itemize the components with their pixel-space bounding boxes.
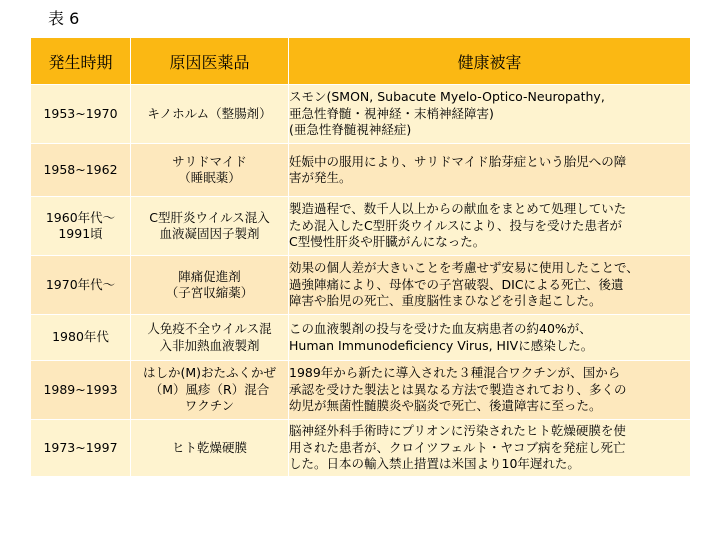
- harm-cell: 1989年から新たに導入された３種混合ワクチンが、国から 承認を受けた製法とは異なる方法で製造されており、多くの 幼児が無菌性髄膜炎や脳炎で死亡、後遺障害に至った。: [289, 361, 691, 420]
- drug-cell: はしか(M)おたふくかぜ （M）風疹（R）混合 ワクチン: [131, 361, 289, 420]
- table-row: [31, 144, 691, 197]
- period-cell: 1980年代: [31, 315, 131, 361]
- harm-cell: スモン(SMON, Subacute Myelo-Optico-Neuropathy, 亜急性脊髄・視神経・末梢神経障害) (亜急性脊髄視神経症): [289, 85, 691, 144]
- drug-cell: 人免疫不全ウイルス混 入非加熱血液製剤: [131, 315, 289, 361]
- harm-cell: この血液製剤の投与を受けた血友病患者の約40%が、 Human Immunodeficiency Virus, HIVに感染した。: [289, 315, 691, 361]
- period-cell: 1973~1997: [31, 420, 131, 477]
- table-row: [31, 256, 691, 315]
- header-harm: 健康被害: [289, 38, 691, 85]
- drug-cell: サリドマイド （睡眠薬）: [131, 144, 289, 197]
- drug-cell: 陣痛促進剤 （子宮収縮薬）: [131, 256, 289, 315]
- table-row: [31, 420, 691, 477]
- header-period: 発生時期: [31, 38, 131, 85]
- table-caption: 表 6: [48, 9, 80, 28]
- period-cell: 1953~1970: [31, 85, 131, 144]
- table-header-row: [31, 38, 691, 85]
- drug-cell: C型肝炎ウイルス混入 血液凝固因子製剤: [131, 197, 289, 256]
- harm-cell: 妊娠中の服用により、サリドマイド胎芽症という胎児への障 害が発生。: [289, 144, 691, 197]
- period-cell: 1960年代～ 1991頃: [31, 197, 131, 256]
- table-body: [31, 85, 691, 477]
- drug-harm-table: [30, 37, 691, 477]
- harm-cell: 効果の個人差が大きいことを考慮せず安易に使用したことで、 過強陣痛により、母体での子宮破裂、DICによる死亡、後遺 障害や胎児の死亡、重度脳性まひなどを引き起こした。: [289, 256, 691, 315]
- header-drug: 原因医薬品: [131, 38, 289, 85]
- period-cell: 1970年代～: [31, 256, 131, 315]
- table-row: [31, 361, 691, 420]
- table-row: [31, 315, 691, 361]
- period-cell: 1958~1962: [31, 144, 131, 197]
- harm-cell: 製造過程で、数千人以上からの献血をまとめて処理していた ため混入したC型肝炎ウイルスにより、投与を受けた患者が C型慢性肝炎や肝臓がんになった。: [289, 197, 691, 256]
- period-cell: 1989~1993: [31, 361, 131, 420]
- harm-cell: 脳神経外科手術時にプリオンに汚染されたヒト乾燥硬膜を使 用された患者が、クロイツフェルト・ヤコブ病を発症し死亡 した。日本の輸入禁止措置は米国より10年遅れた。: [289, 420, 691, 477]
- drug-cell: ヒト乾燥硬膜: [131, 420, 289, 477]
- table-row: [31, 197, 691, 256]
- table-row: [31, 85, 691, 144]
- drug-cell: キノホルム（整腸剤）: [131, 85, 289, 144]
